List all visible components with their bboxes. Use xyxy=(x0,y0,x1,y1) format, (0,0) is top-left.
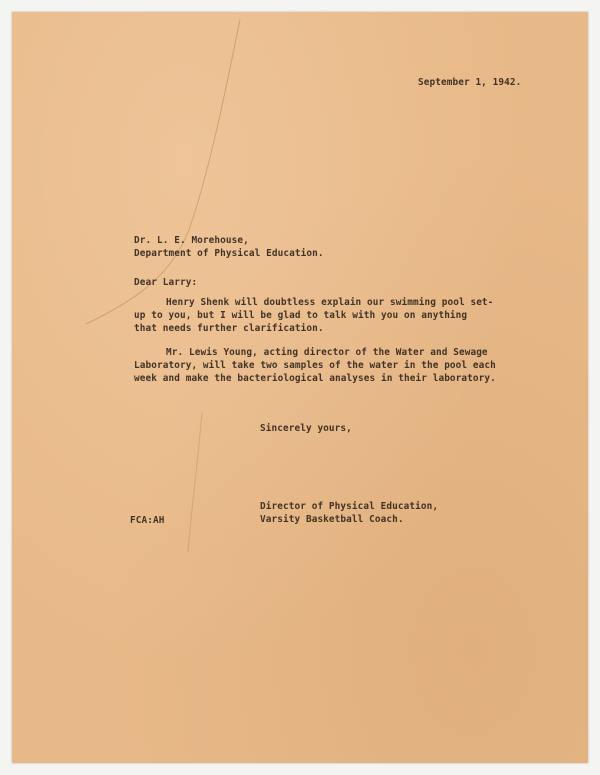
paragraph-2-line: Mr. Lewis Young, acting director of the Water and Sewage xyxy=(166,347,488,358)
paper-crease-marks xyxy=(12,12,588,763)
signature-block xyxy=(260,500,438,526)
recipient-name: Dr. L. E. Morehouse, xyxy=(134,235,249,246)
closing: Sincerely yours, xyxy=(260,423,352,434)
paragraph-2-line: Laboratory, will take two samples of the water in the pool each xyxy=(134,360,496,371)
paragraph-1-line: up to you, but I will be glad to talk with you on anything xyxy=(134,310,468,321)
typist-initials: FCA:AH xyxy=(130,515,165,526)
salutation: Dear Larry: xyxy=(134,277,198,288)
letter-date: September 1, 1942. xyxy=(418,77,522,88)
paragraph-1-line: that needs further clarification. xyxy=(134,323,324,334)
paragraph-2-line: week and make the bacteriological analyses in their laboratory. xyxy=(134,373,496,384)
recipient-department: Department of Physical Education. xyxy=(134,248,324,259)
signature-title-1: Director of Physical Education, xyxy=(260,501,439,512)
recipient-address xyxy=(134,234,324,260)
paragraph-1-line: Henry Shenk will doubtless explain our swimming pool set- xyxy=(166,297,494,308)
paragraph-2 xyxy=(134,346,496,385)
signature-title-2: Varsity Basketball Coach. xyxy=(260,514,404,525)
paragraph-1 xyxy=(134,296,493,335)
letter-page xyxy=(12,12,588,763)
